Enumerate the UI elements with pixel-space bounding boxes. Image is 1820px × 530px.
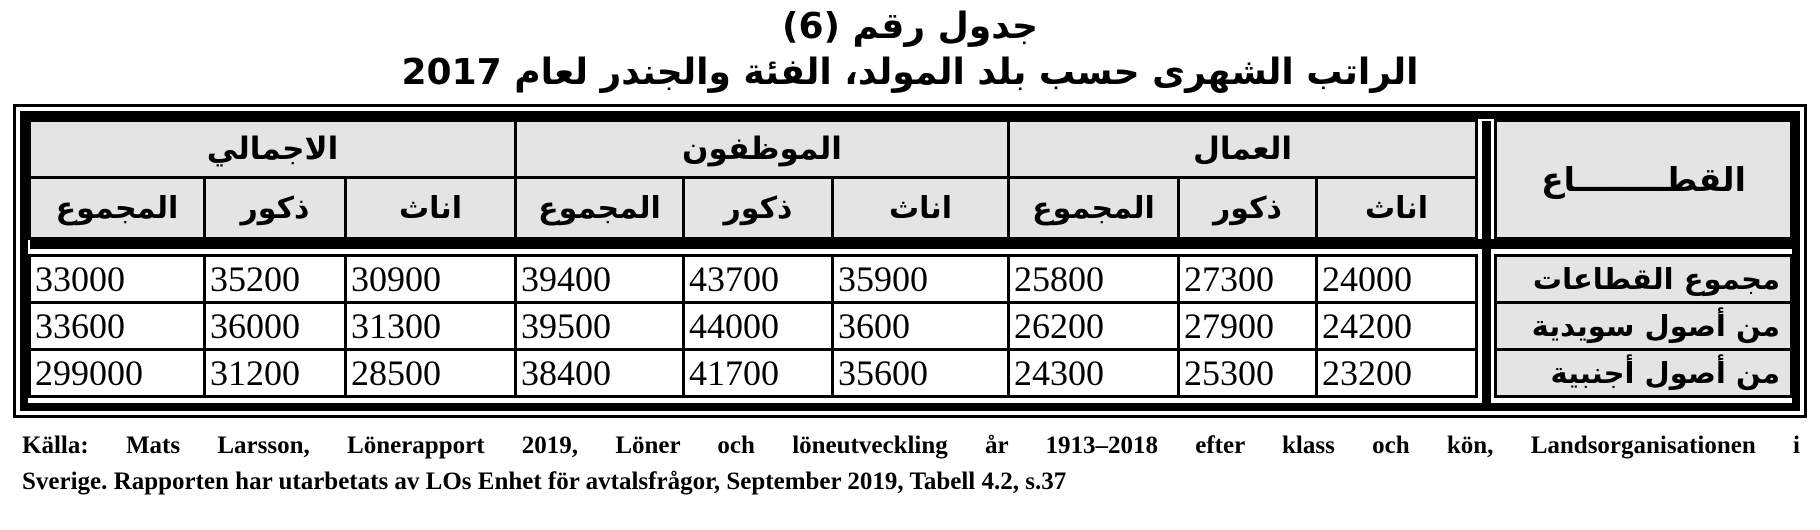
vertical-divider bbox=[1482, 303, 1491, 350]
subheader-employees-total: المجموع bbox=[516, 178, 684, 239]
salary-table bbox=[28, 119, 1793, 403]
group-header-total: الاجمالي bbox=[30, 121, 516, 178]
data-cell: 41700 bbox=[684, 350, 833, 397]
subheader-workers-males: ذكور bbox=[1179, 178, 1317, 239]
divider-gap bbox=[1491, 397, 1496, 404]
subheader-total-total: المجموع bbox=[30, 178, 205, 239]
vertical-divider bbox=[1482, 397, 1491, 404]
data-cell: 24000 bbox=[1317, 256, 1477, 303]
vertical-divider bbox=[1482, 350, 1491, 397]
source-note bbox=[22, 428, 1800, 499]
subheader-total-females: اناث bbox=[346, 178, 516, 239]
divider-gap bbox=[1477, 121, 1482, 239]
divider-gap bbox=[1496, 397, 1792, 404]
group-header-employees: الموظفون bbox=[516, 121, 1009, 178]
table-row-all-sectors bbox=[30, 256, 1792, 303]
group-header-workers: العمال bbox=[1009, 121, 1477, 178]
data-cell: 24300 bbox=[1009, 350, 1179, 397]
data-cell: 31200 bbox=[205, 350, 346, 397]
data-cell: 35600 bbox=[833, 350, 1009, 397]
data-cell: 26200 bbox=[1009, 303, 1179, 350]
data-cell: 25800 bbox=[1009, 256, 1179, 303]
divider-gap bbox=[1477, 303, 1482, 350]
data-cell: 27900 bbox=[1179, 303, 1317, 350]
table-row-swedish-origin bbox=[30, 303, 1792, 350]
table-inner-frame bbox=[20, 111, 1800, 411]
subheader-employees-males: ذكور bbox=[684, 178, 833, 239]
data-cell: 28500 bbox=[346, 350, 516, 397]
data-cell: 3600 bbox=[833, 303, 1009, 350]
data-cell: 35900 bbox=[833, 256, 1009, 303]
source-note-line2: Sverige. Rapporten har utarbetats av LOs Enhet för avtalsfrågor, September 2019, Tabell 4.2, s.37 bbox=[22, 467, 1067, 495]
data-cell: 33000 bbox=[30, 256, 205, 303]
subheader-total-males: ذكور bbox=[205, 178, 346, 239]
data-cell: 25300 bbox=[1179, 350, 1317, 397]
row-label-cell: من أصول سويدية bbox=[1496, 303, 1792, 350]
subheader-employees-females: اناث bbox=[833, 178, 1009, 239]
vertical-divider bbox=[1482, 121, 1491, 239]
table-row-foreign-origin bbox=[30, 350, 1792, 397]
divider-gap bbox=[1477, 256, 1482, 303]
divider-gap bbox=[1491, 303, 1496, 350]
data-cell: 35200 bbox=[205, 256, 346, 303]
document-page bbox=[0, 4, 1820, 499]
data-cell: 43700 bbox=[684, 256, 833, 303]
data-cell: 299000 bbox=[30, 350, 205, 397]
data-cell: 31300 bbox=[346, 303, 516, 350]
data-cell: 33600 bbox=[30, 303, 205, 350]
table-outer-frame bbox=[13, 104, 1807, 418]
divider-gap bbox=[1477, 397, 1482, 404]
divider-gap-row bbox=[30, 397, 1792, 404]
row-label-cell: مجموع القطاعات bbox=[1496, 256, 1792, 303]
row-label-cell: من أصول أجنبية bbox=[1496, 350, 1792, 397]
horizontal-divider bbox=[30, 239, 1792, 250]
sector-column-header: القطــــــــاع bbox=[1496, 121, 1792, 239]
data-cell: 38400 bbox=[516, 350, 684, 397]
table-number-title: جدول رقم (6) bbox=[782, 6, 1038, 47]
subheader-workers-females: اناث bbox=[1317, 178, 1477, 239]
data-cell: 24200 bbox=[1317, 303, 1477, 350]
subheader-workers-total: المجموع bbox=[1009, 178, 1179, 239]
data-cell: 39400 bbox=[516, 256, 684, 303]
vertical-divider bbox=[1482, 256, 1491, 303]
data-cell: 44000 bbox=[684, 303, 833, 350]
divider-gap bbox=[1477, 350, 1482, 397]
data-cell: 39500 bbox=[516, 303, 684, 350]
divider-gap bbox=[1491, 350, 1496, 397]
divider-gap bbox=[1491, 256, 1496, 303]
divider-gap bbox=[1491, 121, 1496, 239]
group-header-row bbox=[30, 121, 1792, 178]
table-subtitle: الراتب الشهرى حسب بلد المولد، الفئة والجندر لعام 2017 bbox=[401, 52, 1419, 93]
source-note-line1: Källa: Mats Larsson, Lönerapport 2019, Löner och löneutveckling år 1913–2018 efter klass och kön, Landsorganisationen i bbox=[22, 432, 1800, 460]
data-cell: 36000 bbox=[205, 303, 346, 350]
header-body-divider-row bbox=[30, 239, 1792, 250]
data-cell: 30900 bbox=[346, 256, 516, 303]
data-cell: 27300 bbox=[1179, 256, 1317, 303]
data-cell: 23200 bbox=[1317, 350, 1477, 397]
divider-gap bbox=[30, 397, 1477, 404]
